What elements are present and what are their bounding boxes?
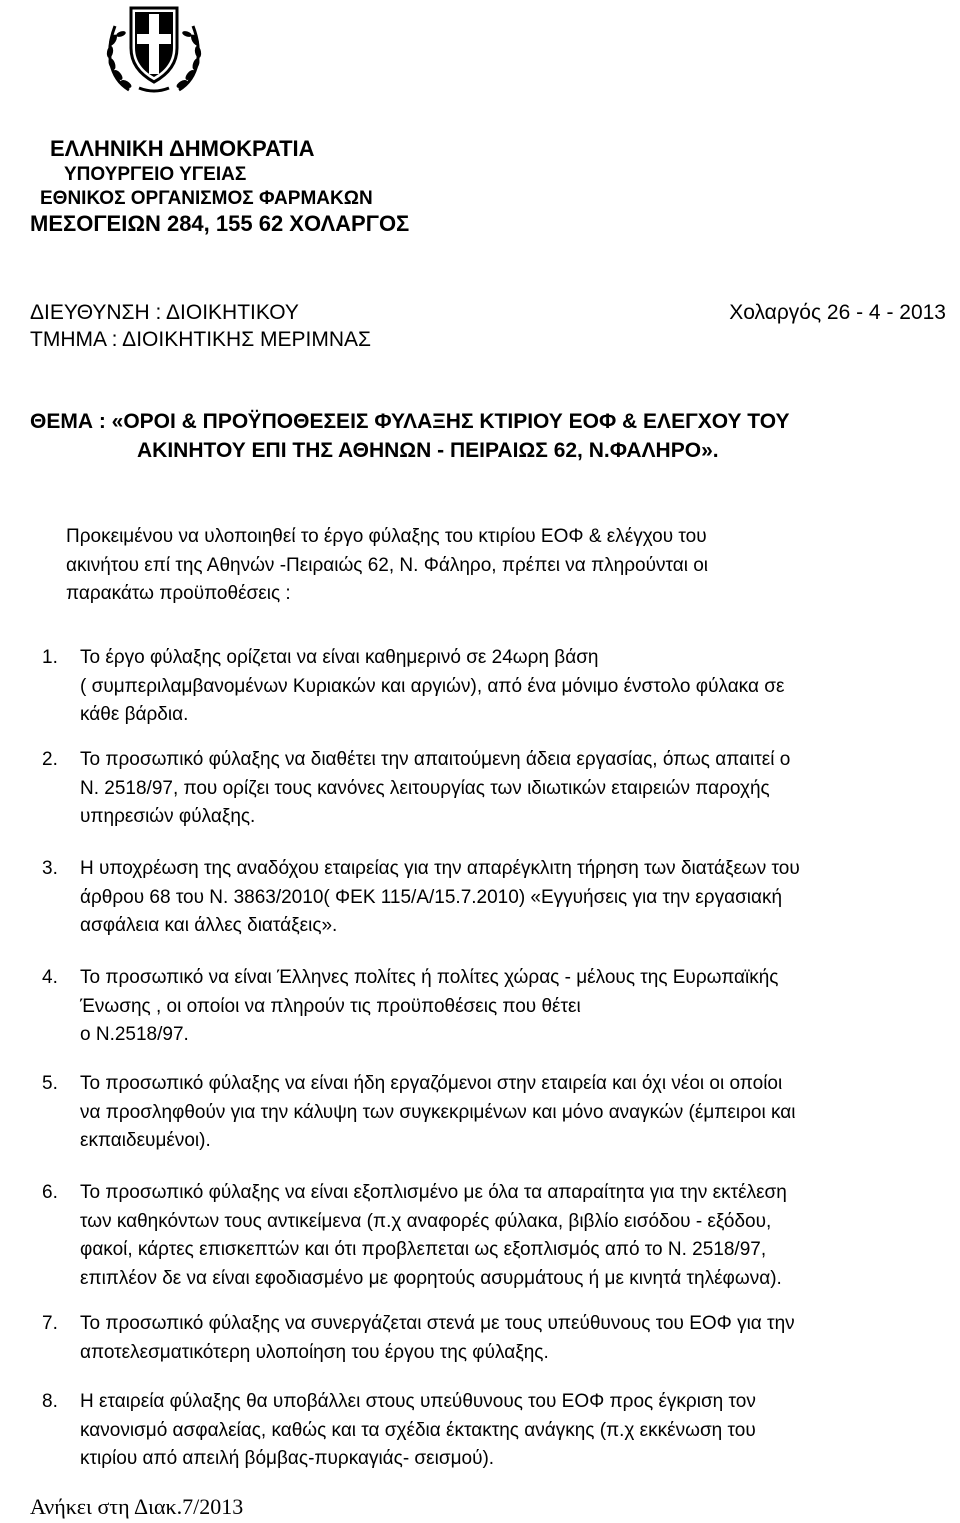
item-line: επιπλέον δε να είναι εφοδιασμένο με φορητούς ασυρμάτους ή με κινητά τηλέφωνα).	[80, 1267, 782, 1289]
item-line: Η υποχρέωση της αναδόχου εταιρείας για την απαρέγκλιτη τήρηση των διατάξεων του	[80, 858, 800, 879]
item-line: των καθηκόντων τους αντικείμενα (π.χ αναφορές φύλακα, βιβλίο εισόδου - εξόδου,	[80, 1210, 772, 1232]
item-number: 8.	[42, 1391, 58, 1412]
item-number: 5.	[42, 1073, 58, 1094]
item-line: Ένωσης , οι οποίοι να πληρούν τις προϋποθέσεις που θέτει	[80, 995, 581, 1017]
item-text	[80, 964, 960, 1050]
item-line: κανονισμό ασφαλείας, καθώς και τα σχέδια έκτακτης ανάγκης (π.χ εκκένωση του	[80, 1419, 756, 1441]
item-line: φακοί, κάρτες επισκεπτών και ότι προβλεπεται ως εξοπλισμός από το Ν. 2518/97,	[80, 1239, 767, 1261]
item-text	[80, 746, 960, 832]
item-text	[80, 1310, 960, 1367]
item-number: 4.	[42, 967, 58, 988]
ministry-heading: ΥΠΟΥΡΓΕΙΟ ΥΓΕΙΑΣ	[64, 164, 247, 185]
item-number: 1.	[42, 647, 58, 668]
item-text	[80, 1179, 960, 1293]
item-text	[80, 1070, 960, 1156]
directorate-label: ΔΙΕΥΘΥΝΣΗ : ΔΙΟΙΚΗΤΙΚΟΥ	[30, 301, 299, 324]
place-date: Χολαργός 26 - 4 - 2013	[729, 301, 946, 324]
item-line: ( συμπεριλαμβανομένων Κυριακών και αργιών), από ένα μόνιμο ένστολο φύλακα σε	[80, 675, 785, 697]
item-text	[80, 644, 960, 730]
item-line: κάθε βάρδια.	[80, 704, 189, 726]
item-text	[80, 855, 960, 941]
item-line: Το προσωπικό να είναι Έλληνες πολίτες ή πολίτες χώρας - μέλους της Ευρωπαϊκής	[80, 967, 779, 988]
item-line: αποτελεσματικότερη υλοποίηση του έργου της φύλαξης.	[80, 1341, 549, 1363]
item-line: εκπαιδευμένοι).	[80, 1130, 211, 1152]
item-number: 7.	[42, 1313, 58, 1334]
address-heading: ΜΕΣΟΓΕΙΩΝ 284, 155 62 ΧΟΛΑΡΓΟΣ	[30, 211, 410, 236]
item-number: 3.	[42, 858, 58, 879]
item-line: Ν. 2518/97, που ορίζει τους κανόνες λειτουργίας των ιδιωτικών εταιρειών παροχής	[80, 777, 770, 799]
item-line: ασφάλεια και άλλες διατάξεις».	[80, 915, 338, 937]
intro-line: παρακάτω προϋποθέσεις :	[66, 583, 291, 605]
hellenic-republic-emblem	[99, 0, 209, 96]
item-line: υπηρεσιών φύλαξης.	[80, 806, 256, 828]
item-line: άρθρου 68 του Ν. 3863/2010( ΦΕΚ 115/Α/15.7.2010) «Εγγυήσεις για την εργασιακή	[80, 886, 783, 908]
item-line: Το έργο φύλαξης ορίζεται να είναι καθημερινό σε 24ωρη βάση	[80, 647, 599, 668]
item-number: 6.	[42, 1182, 58, 1203]
item-line: Η εταιρεία φύλαξης θα υποβάλλει στους υπεύθυνους του ΕΟΦ προς έγκριση τον	[80, 1391, 756, 1412]
item-line: Το προσωπικό φύλαξης να είναι ήδη εργαζόμενοι στην εταιρεία και όχι νέοι οι οποίοι	[80, 1073, 783, 1094]
department-label: ΤΜΗΜΑ : ΔΙΟΙΚΗΤΙΚΗΣ ΜΕΡΙΜΝΑΣ	[30, 328, 372, 351]
item-line: να προσληφθούν για την κάλυψη των συγκεκριμένων και μόνο αναγκών (έμπειροι και	[80, 1101, 796, 1123]
item-text	[80, 1388, 960, 1474]
item-line: Το προσωπικό φύλαξης να διαθέτει την απαιτούμενη άδεια εργασίας, όπως απαιτεί ο	[80, 749, 791, 770]
subject-line-1: ΘΕΜΑ : «ΟΡΟΙ & ΠΡΟΫΠΟΘΕΣΕΙΣ ΦΥΛΑΞΗΣ ΚΤΙΡΙΟΥ ΕΟΦ & ΕΛΕΓΧΟΥ ΤΟΥ	[30, 410, 790, 433]
intro-line: Προκειμένου να υλοποιηθεί το έργο φύλαξης του κτιρίου ΕΟΦ & ελέγχου του	[66, 526, 707, 547]
item-number: 2.	[42, 749, 58, 770]
item-line: Το προσωπικό φύλαξης να είναι εξοπλισμένο με όλα τα απαραίτητα για την εκτέλεση	[80, 1182, 787, 1203]
intro-paragraph	[66, 523, 708, 609]
organization-heading: ΕΘΝΙΚΟΣ ΟΡΓΑΝΙΣΜΟΣ ΦΑΡΜΑΚΩΝ	[40, 188, 373, 209]
item-line: ο Ν.2518/97.	[80, 1024, 189, 1046]
item-line: κτιρίου από απειλή βόμβας-πυρκαγιάς- σεισμού).	[80, 1448, 495, 1470]
republic-heading: ΕΛΛΗΝΙΚΗ ΔΗΜΟΚΡΑΤΙΑ	[50, 136, 315, 161]
footer-note: Ανήκει στη Διακ.7/2013	[30, 1494, 244, 1519]
subject-line-2: ΑΚΙΝΗΤΟΥ ΕΠΙ ΤΗΣ ΑΘΗΝΩΝ - ΠΕΙΡΑΙΩΣ 62, Ν.ΦΑΛΗΡΟ».	[137, 439, 719, 462]
intro-line: ακινήτου επί της Αθηνών -Πειραιώς 62, Ν. Φάληρο, πρέπει να πληρούνται οι	[66, 554, 709, 576]
item-line: Το προσωπικό φύλαξης να συνεργάζεται στενά με τους υπεύθυνους του ΕΟΦ για την	[80, 1313, 795, 1334]
